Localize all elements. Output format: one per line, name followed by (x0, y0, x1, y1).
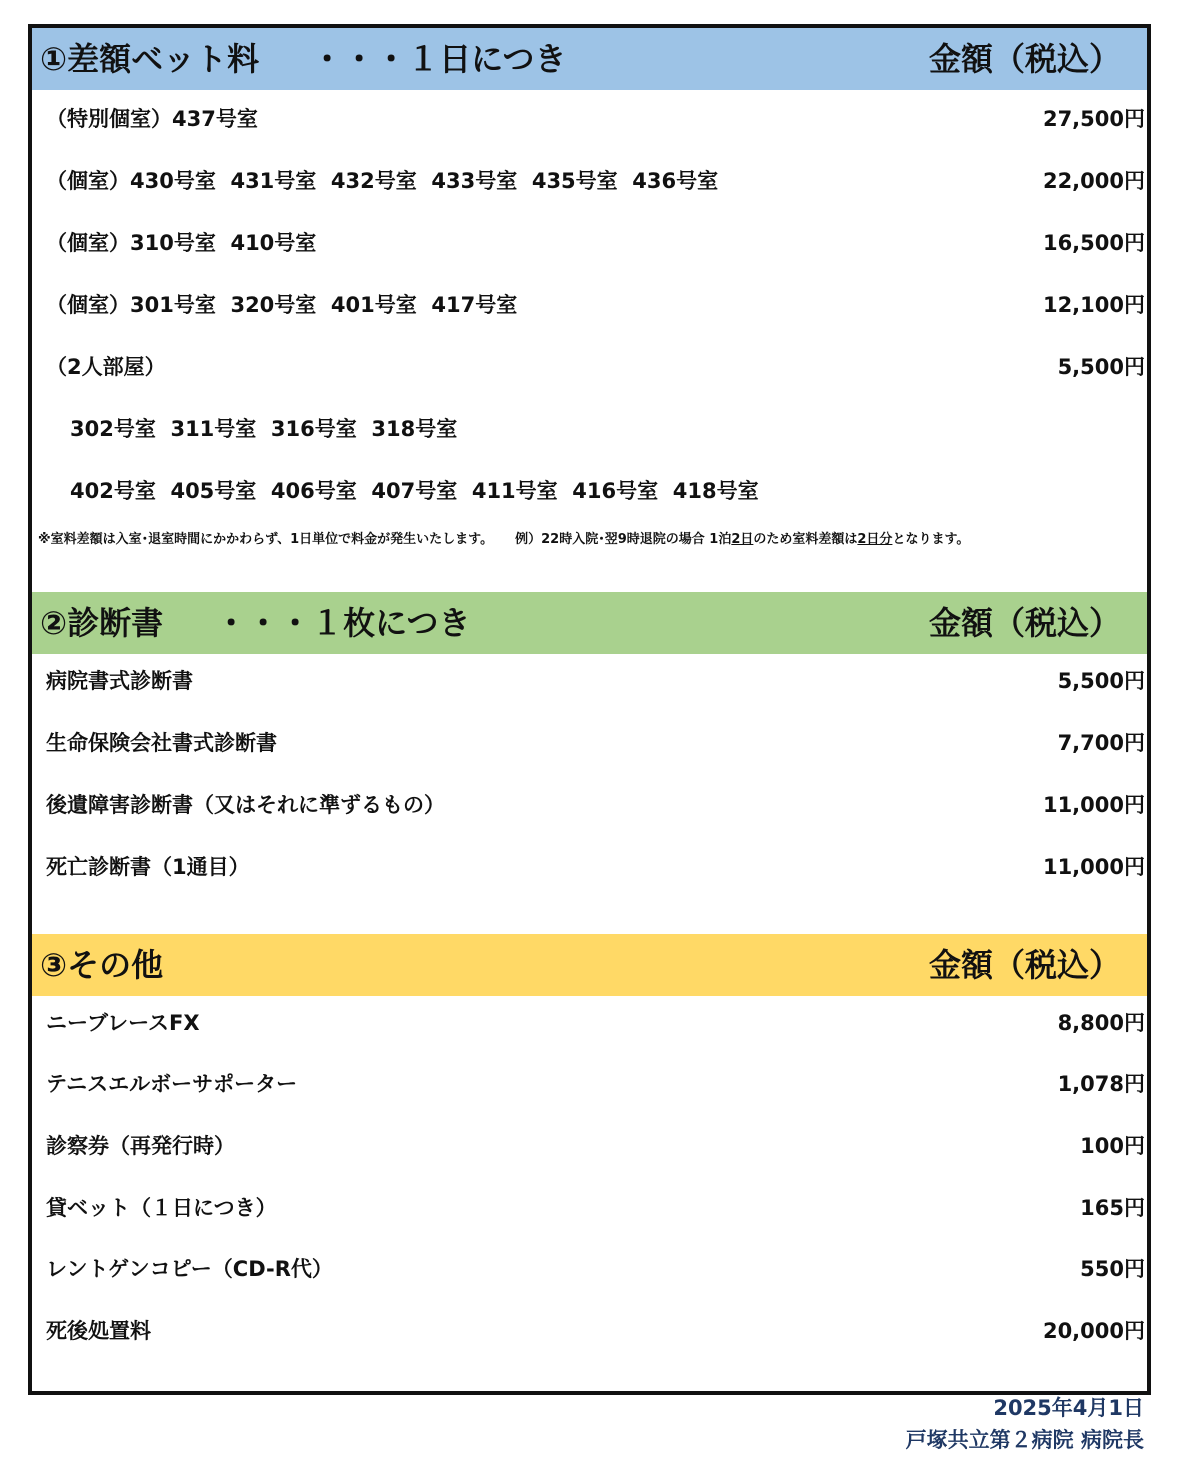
certificate-label: 死亡診断書（1通目） (46, 855, 250, 879)
bed-fee-value: 22,000円 (1042, 169, 1145, 193)
bed-fee-row (32, 223, 1147, 263)
other-fee-label: テニスエルボーサポーター (46, 1072, 298, 1096)
certificate-value: 5,500円 (1057, 669, 1145, 693)
other-fee-value: 20,000円 (1042, 1319, 1145, 1343)
bed-fee-label: （個室）430号室 431号室 432号室 433号室 435号室 436号室 (46, 169, 719, 193)
section-1-title (40, 28, 566, 90)
other-fee-row (32, 1003, 1147, 1043)
note-underline-days: 2日 (731, 532, 754, 547)
section-1-amount-header: 金額（税込） (928, 40, 1121, 78)
price-list-frame (28, 24, 1151, 1395)
section-3-amount-header: 金額（税込） (928, 946, 1121, 984)
other-fee-row (32, 1188, 1147, 1228)
section-3-title: ③その他 (40, 946, 164, 984)
note-text: のため室料差額は (753, 532, 858, 547)
other-fee-value: 100円 (1080, 1134, 1145, 1158)
section-3-header (32, 934, 1147, 996)
bed-fee-room-list (32, 471, 1147, 511)
certificate-row (32, 723, 1147, 763)
section-2-title-text: ②診断書 (40, 604, 164, 642)
certificate-label: 生命保険会社書式診断書 (46, 731, 277, 755)
room-list-label: 302号室 311号室 316号室 318号室 (70, 417, 458, 441)
section-1-subtitle: ・・・１日につき (311, 40, 567, 78)
certificate-value: 11,000円 (1042, 855, 1145, 879)
bed-fee-room-list (32, 409, 1147, 449)
section-2-amount-header: 金額（税込） (928, 604, 1121, 642)
bed-fee-note (38, 531, 969, 549)
bed-fee-row (32, 347, 1147, 387)
footer-date: 2025年4月1日 (993, 1396, 1144, 1420)
other-fee-label: ニーブレースFX (46, 1011, 200, 1035)
bed-fee-value: 5,500円 (1057, 355, 1145, 379)
certificate-value: 11,000円 (1042, 793, 1145, 817)
other-fee-value: 165円 (1080, 1196, 1145, 1220)
other-fee-label: レントゲンコピー（CD-R代） (46, 1257, 333, 1281)
other-fee-row (32, 1249, 1147, 1289)
section-1-title-text: ①差額ベット料 (40, 40, 260, 78)
section-2-title (40, 592, 470, 654)
bed-fee-row (32, 99, 1147, 139)
note-underline-days-amount: 2日分 (857, 532, 893, 547)
section-2-header (32, 592, 1147, 654)
other-fee-row (32, 1126, 1147, 1166)
section-1-header (32, 28, 1147, 90)
note-text: ※室料差額は入室･退室時間にかかわらず、1日単位で料金が発生いたします。 (38, 532, 494, 547)
note-text: となります。 (892, 532, 970, 547)
certificate-label: 後遺障害診断書（又はそれに準ずるもの） (46, 793, 445, 817)
bed-fee-value: 16,500円 (1042, 231, 1145, 255)
certificate-row (32, 661, 1147, 701)
room-list-label: 402号室 405号室 406号室 407号室 411号室 416号室 418号室 (70, 479, 759, 503)
other-fee-row (32, 1064, 1147, 1104)
bed-fee-label: （特別個室）437号室 (46, 107, 258, 131)
other-fee-value: 8,800円 (1057, 1011, 1145, 1035)
certificate-row (32, 785, 1147, 825)
other-fee-label: 死後処置料 (46, 1319, 151, 1343)
other-fee-label: 診察券（再発行時） (46, 1134, 235, 1158)
bed-fee-label: （個室）310号室 410号室 (46, 231, 317, 255)
bed-fee-value: 12,100円 (1042, 293, 1145, 317)
bed-fee-row (32, 161, 1147, 201)
section-2-subtitle: ・・・１枚につき (215, 604, 471, 642)
bed-fee-value: 27,500円 (1042, 107, 1145, 131)
bed-fee-label: （個室）301号室 320号室 401号室 417号室 (46, 293, 518, 317)
other-fee-value: 1,078円 (1057, 1072, 1145, 1096)
footer-issuer: 戸塚共立第２病院 病院長 (905, 1428, 1144, 1452)
other-fee-label: 貸ベット（１日につき） (46, 1196, 277, 1220)
other-fee-row (32, 1311, 1147, 1351)
certificate-label: 病院書式診断書 (46, 669, 193, 693)
bed-fee-label: （2人部屋） (46, 355, 166, 379)
note-example: 例）22時入院･翌9時退院の場合 1泊 (515, 532, 732, 547)
other-fee-value: 550円 (1080, 1257, 1145, 1281)
certificate-value: 7,700円 (1057, 731, 1145, 755)
bed-fee-row (32, 285, 1147, 325)
certificate-row (32, 847, 1147, 887)
